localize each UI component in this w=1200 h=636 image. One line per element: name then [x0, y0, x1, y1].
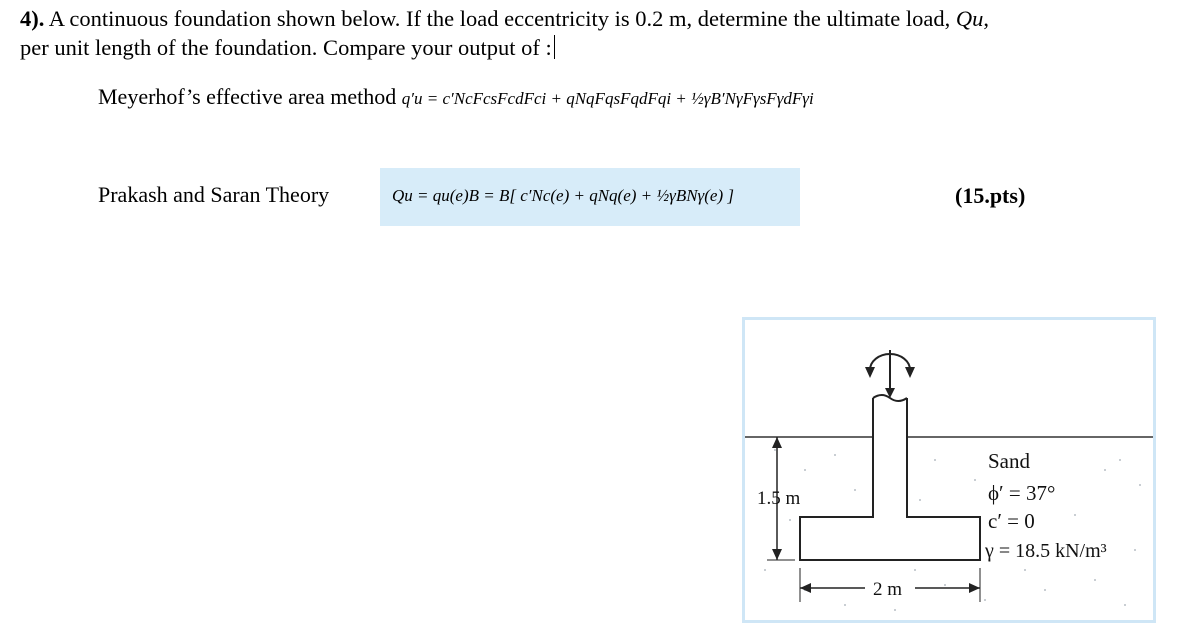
width-label: 2 m — [873, 579, 903, 600]
text-cursor — [554, 35, 556, 59]
soil-name: Sand — [988, 449, 1030, 473]
prakash-equation-box — [380, 168, 800, 226]
question-text-part2: , — [983, 6, 989, 31]
qu-symbol: Qu — [955, 6, 984, 31]
meyerhof-label: Meyerhof’s effective area method — [98, 84, 397, 109]
unit-weight-value: γ = 18.5 kN/m³ — [985, 540, 1107, 562]
question-number: 4). — [20, 6, 45, 31]
question-text-part1: A continuous foundation shown below. If the load eccentricity is 0.2 m, determine the ultimate load, — [44, 6, 956, 31]
question-line2: per unit length of the foundation. Compare your output of : — [20, 35, 552, 60]
points-label: (15.pts) — [955, 183, 1026, 208]
meyerhof-equation: q′u = c′NcFcsFcdFci + qNqFqsFqdFqi + ½γB′NγFγsFγdFγi — [401, 89, 814, 108]
phi-value: ϕ′ = 37° — [988, 481, 1056, 505]
foundation-diagram — [745, 320, 1153, 620]
footing-outline — [800, 398, 980, 560]
prakash-equation: Qu = qu(e)B = B[ c′Nc(e) + qNq(e) + ½γBNγ(e) ] — [392, 186, 734, 205]
depth-label: 1.5 m — [757, 488, 801, 509]
question-text — [20, 4, 1180, 62]
meyerhof-row — [98, 84, 814, 110]
cohesion-value: c′ = 0 — [988, 509, 1035, 533]
prakash-label: Prakash and Saran Theory — [98, 182, 330, 207]
foundation-figure — [742, 317, 1156, 623]
